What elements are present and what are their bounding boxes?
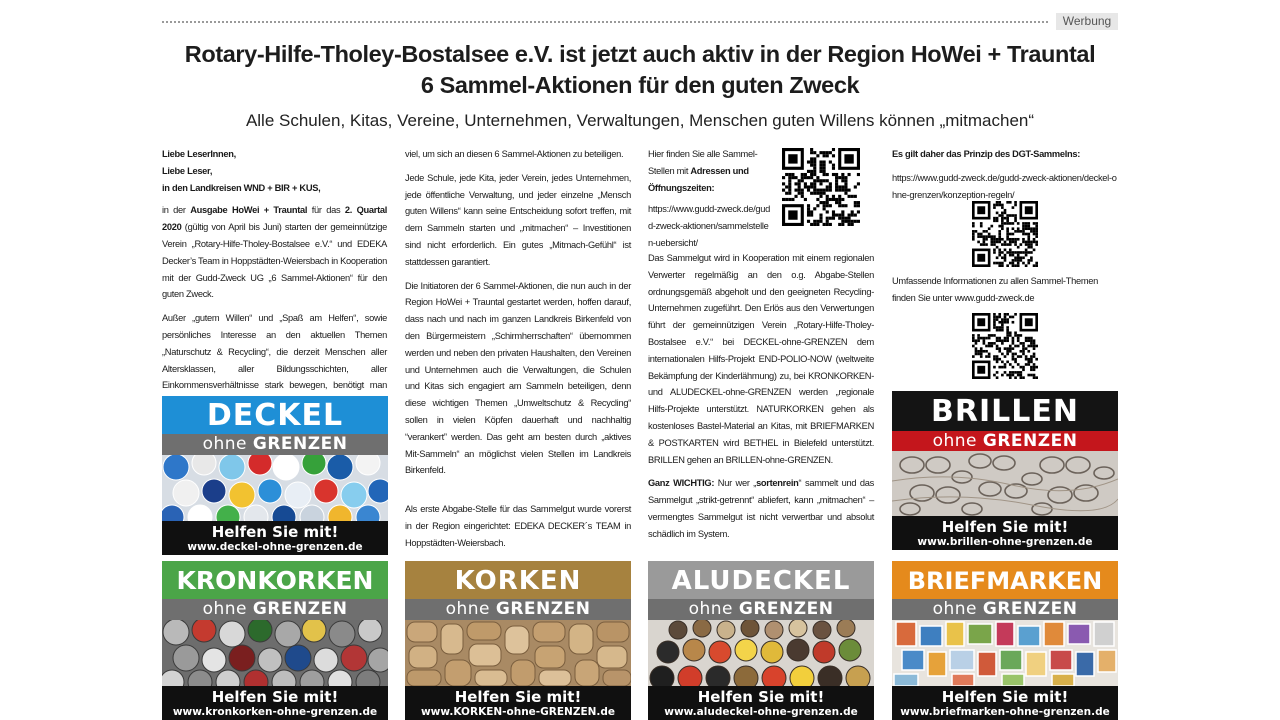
qr-code-gudd-zweck[interactable] <box>972 313 1038 379</box>
banner-kronkorken[interactable] <box>162 561 388 720</box>
collection-points-link[interactable]: https://www.gudd-zweck.de/gudd-zweck-aktionen/sammelstellen-uebersicht/ <box>648 204 771 248</box>
banner-subtitle: ohne GRENZEN <box>892 599 1118 620</box>
banner-aludeckel[interactable] <box>648 561 874 720</box>
paragraph: Jede Schule, jede Kita, jeder Verein, jedes Unternehmen, jede öffentliche Verwaltung, und jeder einzelne „Mensch guten Willens“ kann seine Entscheidung sofort treffen, mit dem Sammeln starten und „mitmachen“ – Investitionen sind nicht erforderlich. Ein gutes „Mitmach-Gefühl“ ist stattdessen garantiert. <box>405 172 631 267</box>
principle-heading: Es gilt daher das Prinzip des DGT-Sammelns: <box>892 149 1081 159</box>
bottle-tops-photo <box>162 620 388 686</box>
banner-call-to-action: Helfen Sie mit! www.deckel-ohne-grenzen.de <box>162 521 388 555</box>
info-paragraph: Umfassende Informationen zu allen Sammel-Themen finden Sie unter www.gudd-zweck.de <box>892 276 1099 303</box>
subheadline: Alle Schulen, Kitas, Vereine, Unternehmen, Verwaltungen, Menschen guten Willens können „mitmachen“ <box>245 111 1035 130</box>
paragraph: Ganz WICHTIG: Nur wer „sortenrein“ sammelt und das Sammelgut „strikt-getrennt“ abliefert, kann „mitmachen“ – vermengtes Sammelgut ist nicht verwertbar und absolut schädlich im System. <box>648 478 874 539</box>
greeting-line-1: Liebe LeserInnen, <box>162 149 236 159</box>
banner-title: KRONKORKEN <box>162 561 388 599</box>
paragraph: Hier finden Sie alle Sammel-Stellen mit Adressen und Öffnungszeiten: <box>648 149 758 193</box>
glasses-photo <box>892 451 1118 516</box>
banner-url[interactable]: www.deckel-ohne-grenzen.de <box>187 541 363 553</box>
corks-photo <box>405 620 631 686</box>
banner-subtitle: ohne GRENZEN <box>648 599 874 620</box>
qr-code-konzeption[interactable] <box>972 201 1038 267</box>
advertisement-tag: Werbung <box>1056 13 1118 30</box>
banner-subtitle: ohne GRENZEN <box>892 431 1118 451</box>
banner-url[interactable]: www.kronkorken-ohne-grenzen.de <box>172 706 378 718</box>
banner-title: BRIEFMARKEN <box>892 561 1118 599</box>
banner-subtitle: ohne GRENZEN <box>162 434 388 455</box>
top-dotted-rule <box>162 21 1048 23</box>
qr-code-sammelstellen[interactable] <box>782 148 860 226</box>
banner-korken[interactable] <box>405 561 631 720</box>
rules-link[interactable]: https://www.gudd-zweck.de/gudd-zweck-aktionen/deckel-ohne-grenzen/konzeption-regeln/ <box>892 172 1117 200</box>
banner-brillen[interactable] <box>892 391 1118 550</box>
article-column-2 <box>405 146 631 559</box>
banner-url[interactable]: www.briefmarken-ohne-grenzen.de <box>900 706 1110 718</box>
article-column-1 <box>162 146 387 418</box>
article-column-3-intro <box>648 146 772 259</box>
article-column-3 <box>648 250 874 550</box>
paragraph: Als erste Abgabe-Stelle für das Sammelgut wurde vorerst in der Region eingerichtet: EDEKA DECKER´s TEAM in Hoppstädten-Weiersbach. <box>405 504 631 548</box>
banner-call-to-action: Helfen Sie mit! www.KORKEN-ohne-GRENZEN.de <box>405 686 631 720</box>
banner-subtitle: ohne GRENZEN <box>162 599 388 620</box>
paragraph: in der Ausgabe HoWei + Trauntal für das 2. Quartal 2020 (gültig von April bis Juni) starten der gemeinnützige Verein „Rotary-Hilfe-Tholey-Bostalsee e.V.“ und EDEKA Decker’s Team in Hoppstädten-Weiersbach in Kooperation mit der Gudd-Zweck UG „6 Sammel-Aktionen“ für den guten Zweck. <box>162 205 388 300</box>
banner-subtitle: ohne GRENZEN <box>405 599 631 620</box>
banner-url[interactable]: www.brillen-ohne-grenzen.de <box>917 536 1093 548</box>
banner-title: BRILLEN <box>892 391 1118 431</box>
headline-second-line: 6 Sammel-Aktionen für den guten Zweck <box>420 72 860 98</box>
banner-url[interactable]: www.aludeckel-ohne-grenzen.de <box>664 706 858 718</box>
banner-call-to-action: Helfen Sie mit! www.kronkorken-ohne-grenzen.de <box>162 686 388 720</box>
banner-call-to-action: Helfen Sie mit! www.aludeckel-ohne-grenzen.de <box>648 686 874 720</box>
banner-title: KORKEN <box>405 561 631 599</box>
headline: Rotary-Hilfe-Tholey-Bostalsee e.V. ist jetzt auch aktiv in der Region HoWei + Trauntal <box>184 41 1096 67</box>
paragraph: viel, um sich an diesen 6 Sammel-Aktionen zu beteiligen. <box>405 149 624 159</box>
greeting-line-2: Liebe Leser, <box>162 165 213 176</box>
banner-title: DECKEL <box>162 396 388 434</box>
banner-call-to-action: Helfen Sie mit! www.briefmarken-ohne-grenzen.de <box>892 686 1118 720</box>
aluminium-lids-photo <box>648 620 874 686</box>
paragraph: Die Initiatoren der 6 Sammel-Aktionen, die nun auch in der Region HoWei + Trauntal gestartet werden, hoffen darauf, dass nach und nach im ganzen Landkreis Birkenfeld von den Bürgermeistern „Schirmherrschaften“ übernommen werden und neben den privaten Haushalten, den Vereinen und Unternehmen auch die Verwaltungen, die Schulen und Kitas sich engagiert am Sammeln beteiligen, denn diese wichtigen Themen „Umweltschutz & Recycling“ sollen in vielen Köpfen dauerhaft und nachhaltig “verankert” werden. Das geht am besten durch „aktives Mit-Sammeln“ an möglichst vielen Stellen im Landkreis Birkenfeld. <box>405 280 631 476</box>
paragraph: Außer „gutem Willen“ und „Spaß am Helfen“, sowie persönliches Interesse an den aktuellen Themen „Naturschutz & Recycling“, die derzeit Menschen aller Altersklassen, aller Bildungsschichten, aller Einkommensverhältnisse stark bewegen, benötigt man <box>162 313 387 391</box>
banner-url[interactable]: www.KORKEN-ohne-GRENZEN.de <box>420 706 616 718</box>
bottle-caps-photo <box>162 455 388 521</box>
banner-title: ALUDECKEL <box>648 561 874 599</box>
paragraph: Das Sammelgut wird in Kooperation mit einem regionalen Verwerter regelmäßig an den o.g. Abgabe-Stellen ordnungsgemäß abgeholt und den geeigneten Recycling-Unternehmen zugeführt. Den Erlös aus den Verwertungen führt der gemeinnützigen Verein „Rotary-Hilfe-Tholey-Bostalsee e.V.“ bei DECKEL-ohne-GRENZEN dem internationalen Hilfs-Projekt END-POLIO-NOW (weltweite Bekämpfung der Kinderlähmung) zu, bei KRONKORKEN- und ALUDECKEL-ohne-GRENZEN werden „regionale Hilfs-Projekte unterstützt. NATURKORKEN gehen als kostenloses Bastel-Material an Kitas, mit BRIEFMARKEN & POSTKARTEN wird BETHEL in Bielefeld unterstützt. BRILLEN gehen an BRILLEN-ohne-GRENZEN. <box>648 253 874 465</box>
banner-briefmarken[interactable] <box>892 561 1118 720</box>
greeting-line-3: in den Landkreisen WND + BIR + KUS, <box>162 182 321 193</box>
banner-call-to-action: Helfen Sie mit! www.brillen-ohne-grenzen.de <box>892 516 1118 550</box>
banner-deckel[interactable] <box>162 396 388 555</box>
stamps-photo <box>892 620 1118 686</box>
